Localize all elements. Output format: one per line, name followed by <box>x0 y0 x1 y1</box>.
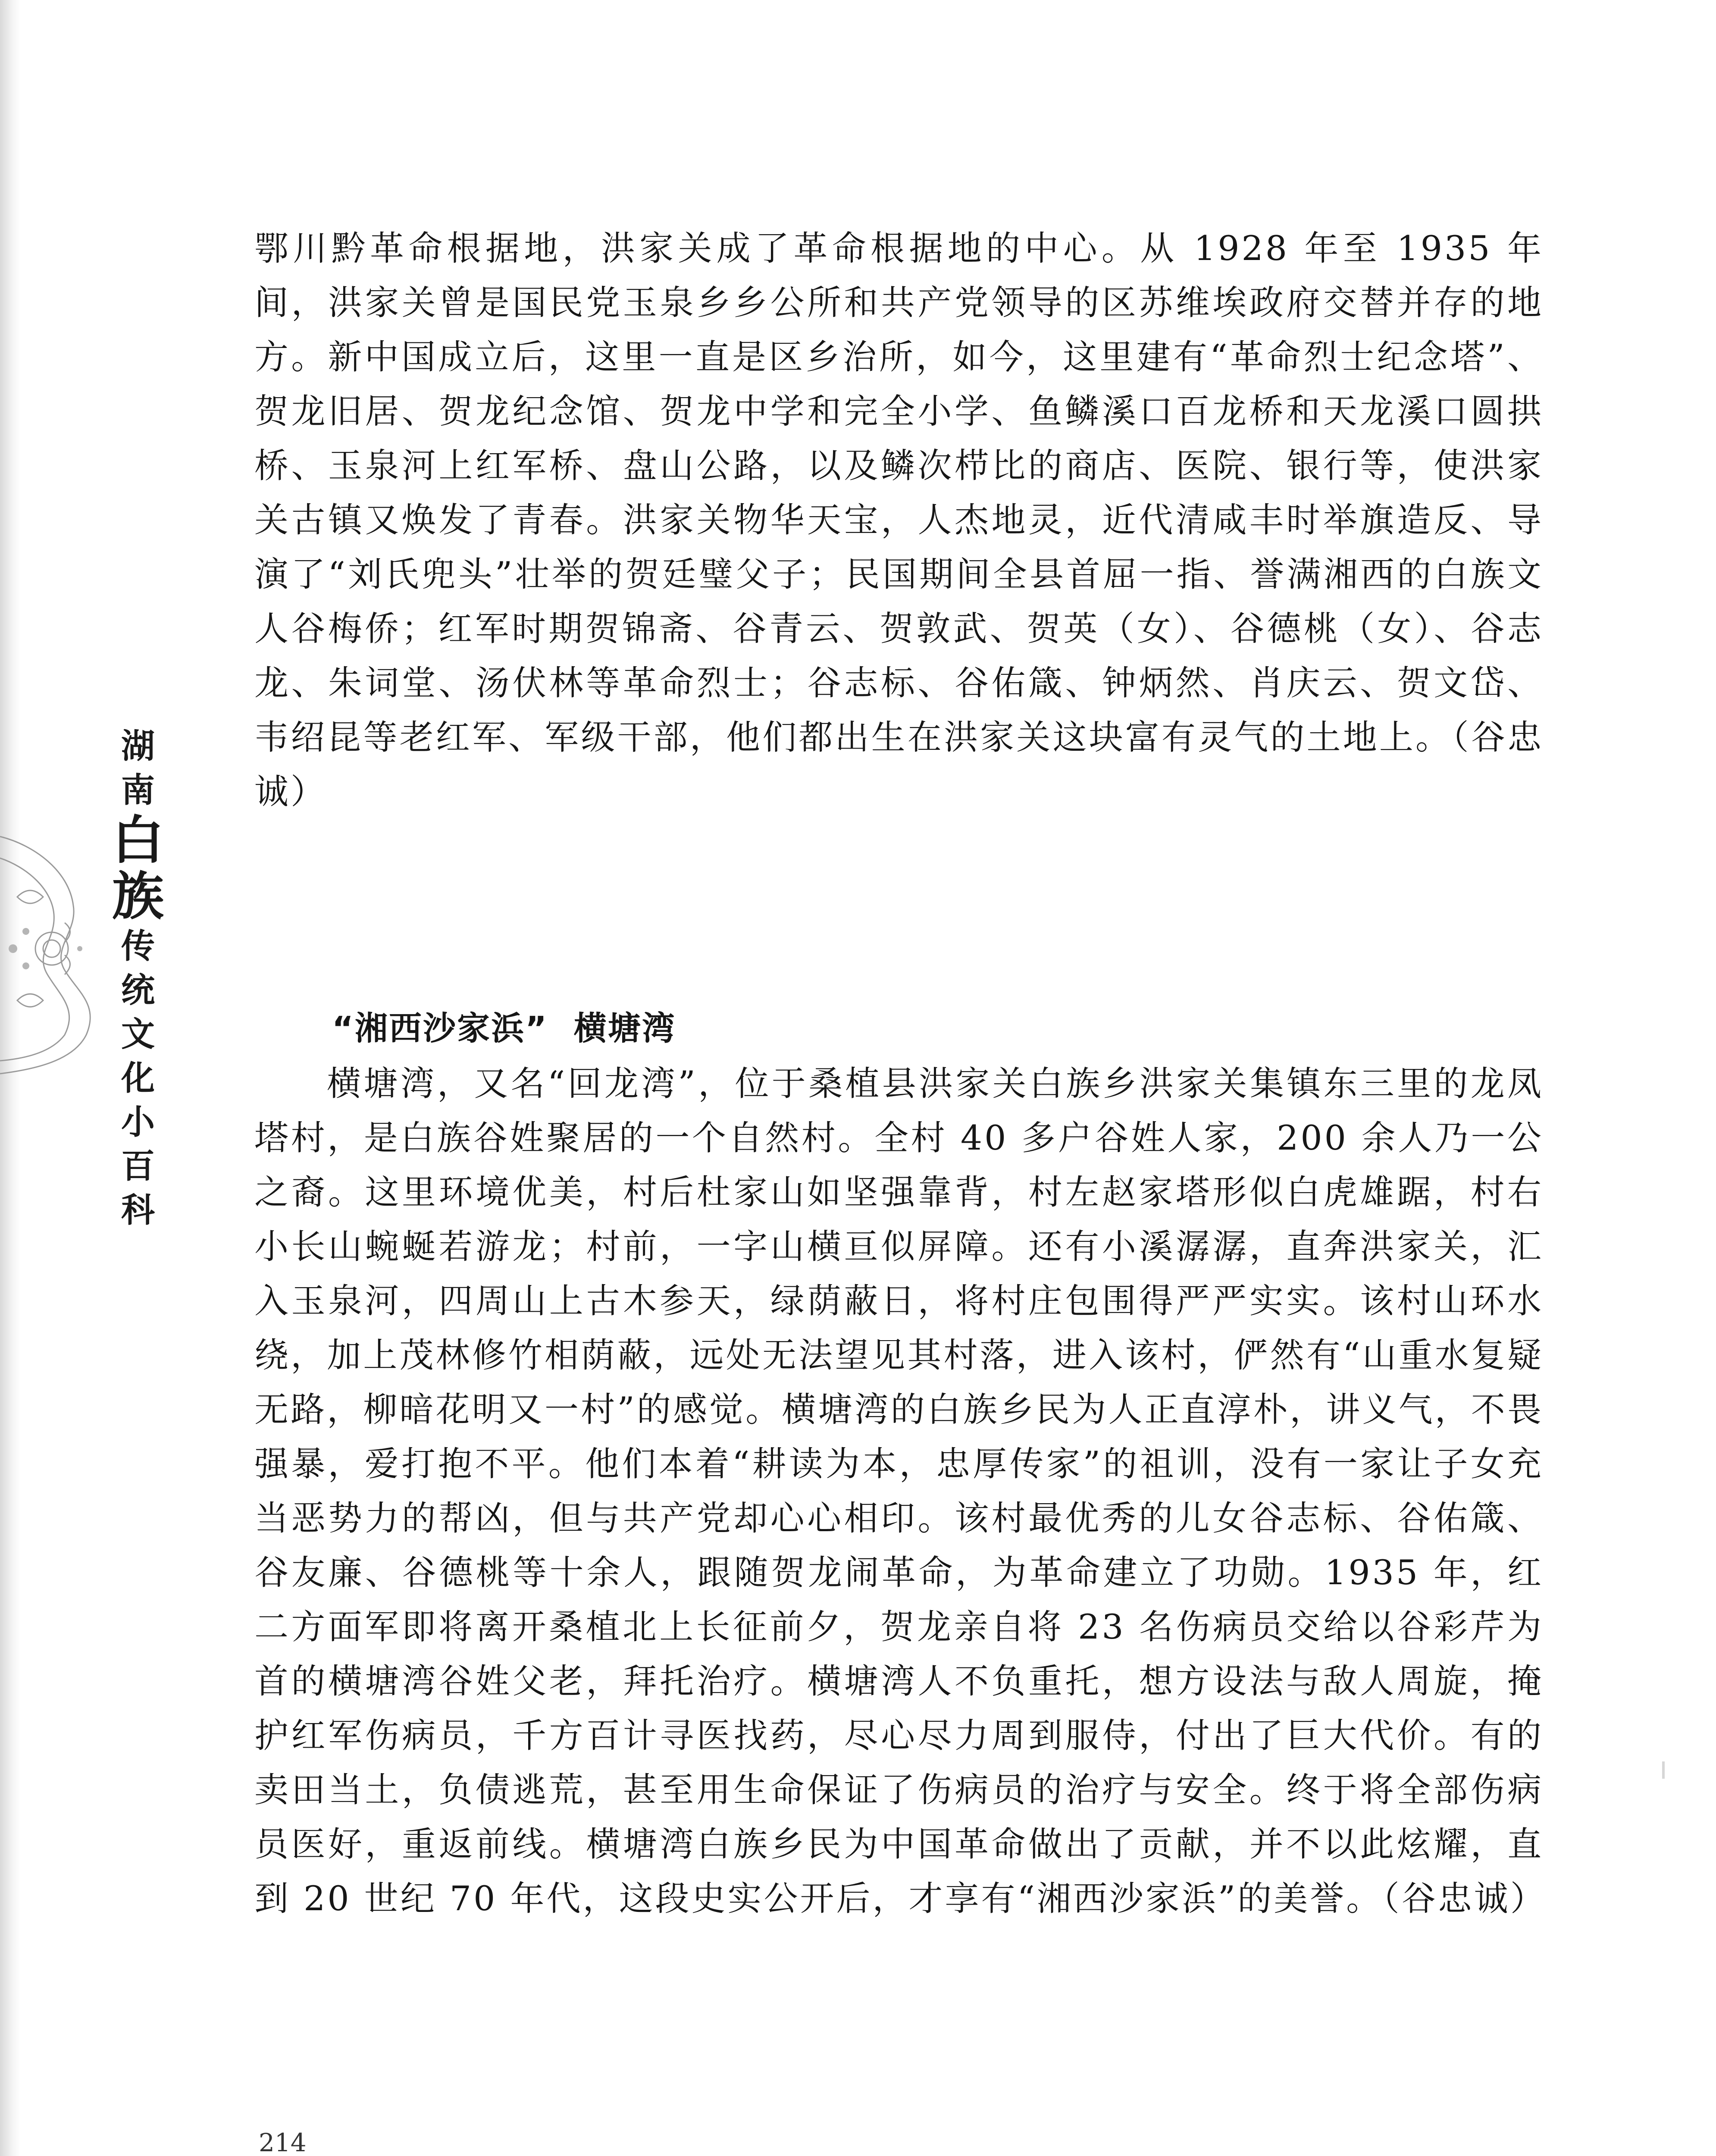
section-heading-place: 横塘湾 <box>573 1009 676 1047</box>
series-title-char: 统 <box>121 971 155 1010</box>
series-title-char: 族 <box>112 866 164 927</box>
series-title-char: 传 <box>121 927 155 966</box>
page-binding-edge <box>0 0 21 2156</box>
decorative-ornament-icon <box>0 819 108 1078</box>
continued-paragraph: 鄂川黔革命根据地，洪家关成了革命根据地的中心。从 1928 年至 1935 年间，洪家关曾是国民党玉泉乡乡公所和共产党领导的区苏维埃政府交替并存的地方。新中国成立后，这里一直是区乡治所，如今，这里建有“革命烈士纪念塔”、贺龙旧居、贺龙纪念馆、贺龙中学和完全小学、鱼鳞溪口百龙桥和天龙溪口圆拱桥、玉泉河上红军桥、盘山公路，以及鳞次栉比的商店、医院、银行等，使洪家关古镇又焕发了青春。洪家关物华天宝，人杰地灵，近代清咸丰时举旗造反、导演了“刘氏兜头”壮举的贺廷璧父子；民国期间全县首屈一指、誉满湘西的白族文人谷梅侨；红军时期贺锦斋、谷青云、贺敦武、贺英（女）、谷德桃（女）、谷志龙、朱词堂、汤伏林等革命烈士；谷志标、谷佑箴、钟炳然、肖庆云、贺文岱、韦绍昆等老红军、军级干部，他们都出生在洪家关这块富有灵气的土地上。（谷忠诚） <box>254 229 1544 812</box>
series-title-char: 小 <box>121 1103 155 1142</box>
margin-mark <box>1662 1761 1665 1779</box>
series-title-char: 文 <box>121 1015 155 1054</box>
section-paragraph: 横塘湾，又名“回龙湾”，位于桑植县洪家关白族乡洪家关集镇东三里的龙凤塔村，是白族谷姓聚居的一个自然村。全村 40 多户谷姓人家，200 余人乃一公之裔。这里环境优美，村后杜家山如坚强靠背，村左赵家塔形似白虎雄踞，村右小长山蜿蜒若游龙；村前，一字山横亘似屏障。还有小溪潺潺，直奔洪家关，汇入玉泉河，四周山上古木参天，绿荫蔽日，将村庄包围得严严实实。该村山环水绕，加上茂林修竹相荫蔽，远处无法望见其村落，进入该村，俨然有“山重水复疑无路，柳暗花明又一村”的感觉。横塘湾的白族乡民为人正直淳朴，讲义气，不畏强暴，爱打抱不平。他们本着“耕读为本，忠厚传家”的祖训，没有一家让子女充当恶势力的帮凶，但与共产党却心心相印。该村最优秀的儿女谷志标、谷佑箴、谷友廉、谷德桃等十余人，跟随贺龙闹革命，为革命建立了功勋。1935 年，红二方面军即将离开桑植北上长征前夕，贺龙亲自将 23 名伤病员交给以谷彩芹为首的横塘湾谷姓父老，拜托治疗。横塘湾人不负重托，想方设法与敌人周旋，掩护红军伤病员，千方百计寻医找药，尽心尽力周到服侍，付出了巨大代价。有的卖田当土，负债逃荒，甚至用生命保证了伤病员的治疗与安全。终于将全部伤病员医好，重返前线。横塘湾白族乡民为中国革命做出了贡献，并不以此炫耀，直到 20 世纪 70 年代，这段史实公开后，才享有“湘西沙家浜”的美誉。（谷忠诚） <box>254 1064 1547 1918</box>
series-title-char: 百 <box>121 1147 155 1186</box>
series-title-char: 白 <box>112 810 164 871</box>
section-body-block <box>254 1056 1547 1926</box>
section-heading-title: “湘西沙家浜” <box>332 1009 548 1047</box>
page-number: 214 <box>259 2128 307 2156</box>
series-title-char: 科 <box>121 1191 155 1230</box>
series-title-char: 南 <box>121 771 155 810</box>
section-heading <box>332 1005 676 1052</box>
continued-paragraph-block <box>254 221 1544 819</box>
series-title-char: 湖 <box>121 727 155 766</box>
book-series-title <box>110 724 166 1232</box>
series-title-char: 化 <box>121 1059 155 1098</box>
